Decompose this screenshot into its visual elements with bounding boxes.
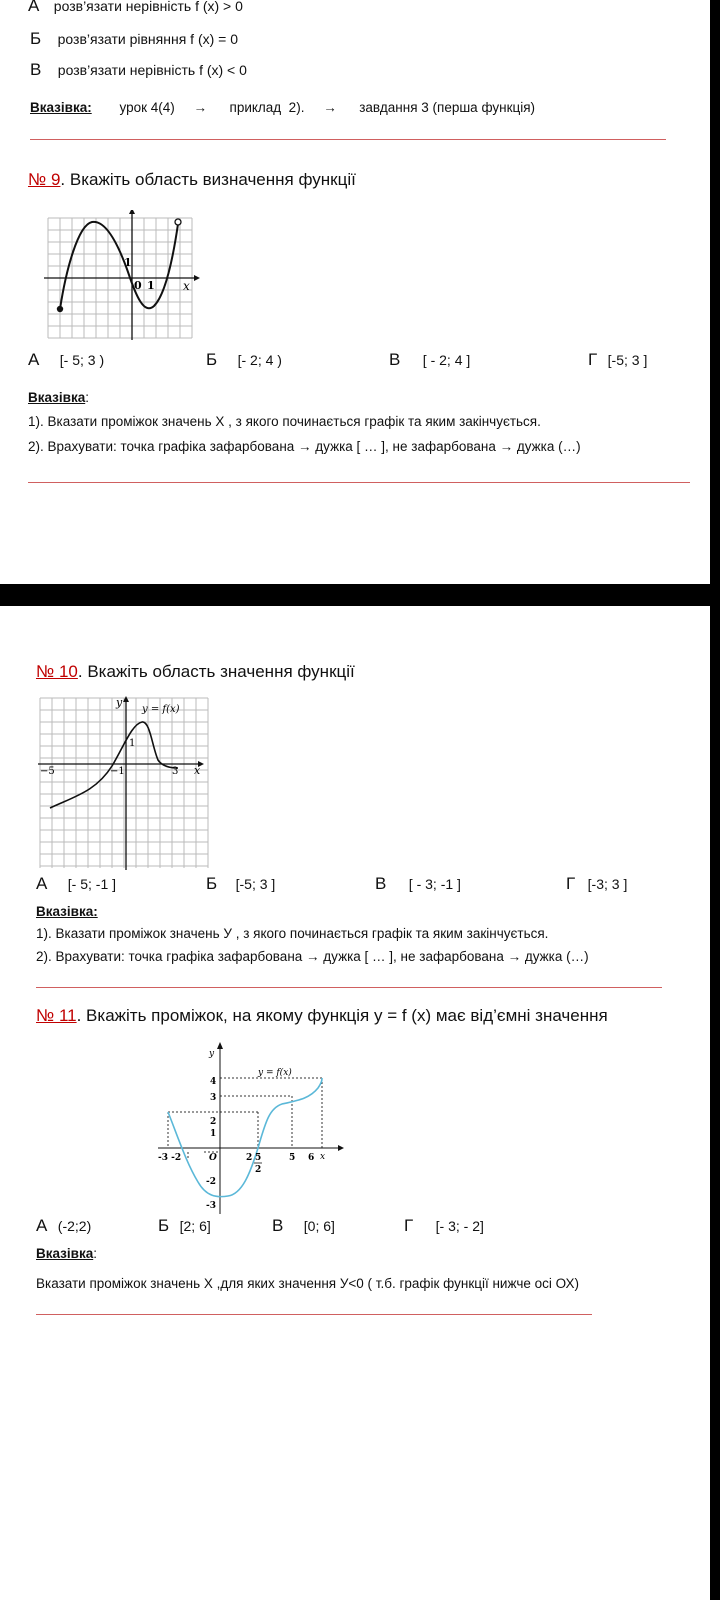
task-title: . Вкажіть проміжок, на якому функція y = f (x) має від’ємні значення bbox=[76, 1006, 608, 1025]
option-value: [2; 6] bbox=[179, 1218, 211, 1234]
hint-colon: : bbox=[93, 1246, 97, 1261]
label-y1: 1 bbox=[210, 1129, 217, 1139]
task10-function-graph bbox=[36, 696, 212, 872]
task8-answer-b bbox=[30, 29, 238, 49]
task10-option-a[interactable] bbox=[36, 874, 116, 894]
option-letter: Б bbox=[206, 874, 218, 893]
divider bbox=[36, 1314, 592, 1315]
task-number: № 11 bbox=[36, 1006, 77, 1025]
hint-text: урок 4(4) → приклад 2). → завдання 3 (перша функція) bbox=[119, 100, 536, 115]
option-value: [ - 2; 4 ] bbox=[422, 352, 471, 368]
option-value: [- 2; 4 ) bbox=[237, 352, 282, 368]
task8-answer-c bbox=[30, 60, 247, 80]
task11-option-a[interactable] bbox=[36, 1216, 91, 1236]
label-x: x bbox=[183, 279, 190, 293]
option-letter: А bbox=[36, 1216, 48, 1235]
answer-letter: В bbox=[30, 60, 42, 79]
task-number: № 10 bbox=[36, 662, 78, 681]
task10-option-c[interactable] bbox=[375, 874, 461, 894]
task10-heading bbox=[36, 662, 355, 682]
label-y: y bbox=[209, 1049, 215, 1059]
label-x: x bbox=[194, 764, 201, 777]
label-y2: 2 bbox=[210, 1117, 217, 1127]
hint-label: Вказівка bbox=[28, 390, 86, 405]
label-x: x bbox=[320, 1152, 326, 1162]
task11-option-d[interactable] bbox=[404, 1216, 484, 1236]
task11-option-b[interactable] bbox=[158, 1216, 211, 1236]
option-letter: В bbox=[389, 350, 401, 369]
task11-function-graph bbox=[150, 1042, 350, 1218]
label-y: y bbox=[116, 696, 123, 709]
task-title: . Вкажіть область значення функції bbox=[77, 662, 355, 681]
function-curve bbox=[50, 722, 178, 808]
divider bbox=[28, 482, 690, 483]
task11-heading bbox=[36, 1006, 608, 1026]
answer-letter: А bbox=[28, 0, 40, 15]
label-y-minus2: -2 bbox=[206, 1177, 216, 1187]
label-one: 1 bbox=[129, 738, 136, 749]
document-page-2 bbox=[0, 606, 710, 1600]
label-x-one: 1 bbox=[147, 279, 155, 292]
label-x2: 2 bbox=[246, 1153, 253, 1163]
task8-hint bbox=[30, 100, 535, 115]
task10-option-d[interactable] bbox=[566, 874, 627, 894]
label-y-minus3: -3 bbox=[206, 1201, 216, 1211]
task9-heading bbox=[28, 170, 356, 190]
task11-hint-text: Вказати проміжок значень Х ,для яких значення У<0 ( т.б. графік функції нижче осі ОХ) bbox=[36, 1276, 580, 1291]
option-letter: Г bbox=[404, 1216, 414, 1235]
option-letter: Г bbox=[566, 874, 576, 893]
label-x5-denominator: 2 bbox=[255, 1165, 262, 1175]
task9-hint-line-2: 2). Врахувати: точка графіка зафарбована → дужка [ … ], не зафарбована → дужка (…) bbox=[28, 439, 581, 454]
label-y-one: 1 bbox=[124, 256, 132, 269]
option-letter: Б bbox=[206, 350, 218, 369]
task9-hint-label bbox=[28, 390, 89, 405]
start-point-filled bbox=[57, 306, 63, 312]
option-value: [-3; 3 ] bbox=[587, 876, 628, 892]
option-letter: Б bbox=[158, 1216, 170, 1235]
hint-colon: : bbox=[85, 390, 89, 405]
task9-option-c[interactable] bbox=[389, 350, 470, 370]
end-point-open bbox=[175, 219, 181, 225]
answer-text: розв’язати нерівність f (x) < 0 bbox=[57, 62, 247, 78]
task9-hint-line-1: 1). Вказати проміжок значень Х , з якого починається графік та яким закінчується. bbox=[28, 414, 541, 429]
task-title: . Вкажіть область визначення функції bbox=[60, 170, 356, 189]
option-letter: А bbox=[28, 350, 40, 369]
label-fx: y = f(x) bbox=[142, 704, 180, 715]
label-x-minus3-minus2: -3 -2 bbox=[158, 1153, 182, 1163]
label-y4: 4 bbox=[210, 1077, 217, 1087]
label-minus1: −1 bbox=[110, 766, 125, 777]
divider bbox=[30, 139, 666, 140]
label-y3: 3 bbox=[210, 1093, 217, 1103]
option-value: [- 3; - 2] bbox=[435, 1218, 484, 1234]
divider bbox=[36, 987, 662, 988]
task9-function-graph bbox=[44, 210, 204, 340]
option-value: [-5; 3 ] bbox=[607, 352, 648, 368]
answer-text: розв’язати нерівність f (x) > 0 bbox=[53, 0, 243, 14]
task11-option-c[interactable] bbox=[272, 1216, 335, 1236]
option-letter: Г bbox=[588, 350, 598, 369]
answer-letter: Б bbox=[30, 29, 42, 48]
answer-text: розв’язати рівняння f (x) = 0 bbox=[57, 31, 239, 47]
option-value: [- 5; -1 ] bbox=[67, 876, 117, 892]
task9-option-a[interactable] bbox=[28, 350, 104, 370]
option-value: [0; 6] bbox=[303, 1218, 335, 1234]
label-x5-numerator: 5 bbox=[255, 1153, 262, 1163]
task11-hint-label bbox=[36, 1246, 97, 1261]
option-letter: В bbox=[375, 874, 387, 893]
option-value: (-2;2) bbox=[57, 1218, 92, 1234]
label-origin: O bbox=[209, 1153, 217, 1163]
option-value: [-5; 3 ] bbox=[235, 876, 276, 892]
task-number: № 9 bbox=[28, 170, 61, 189]
option-value: [- 5; 3 ) bbox=[59, 352, 105, 368]
task9-option-d[interactable] bbox=[588, 350, 647, 370]
label-minus5: −5 bbox=[40, 766, 55, 777]
label-fx: y = f(x) bbox=[258, 1068, 292, 1078]
task8-answer-a bbox=[28, 0, 243, 16]
label-three: 3 bbox=[172, 766, 179, 777]
hint-label: Вказівка bbox=[36, 1246, 94, 1261]
option-value: [ - 3; -1 ] bbox=[408, 876, 461, 892]
function-curve bbox=[60, 222, 178, 309]
task10-hint-line-1: 1). Вказати проміжок значень У , з якого починається графік та яким закінчується. bbox=[36, 926, 549, 941]
hint-label: Вказівка: bbox=[30, 100, 92, 115]
task10-option-b[interactable] bbox=[206, 874, 275, 894]
document-page-1 bbox=[0, 0, 710, 584]
label-x5: 5 bbox=[289, 1153, 296, 1163]
label-origin: 0 bbox=[134, 279, 142, 292]
option-letter: А bbox=[36, 874, 48, 893]
task10-hint-line-2: 2). Врахувати: точка графіка зафарбована → дужка [ … ], не зафарбована → дужка (…) bbox=[36, 949, 589, 964]
task9-option-b[interactable] bbox=[206, 350, 282, 370]
option-letter: В bbox=[272, 1216, 284, 1235]
label-x6: 6 bbox=[308, 1153, 315, 1163]
task10-hint-label: Вказівка: bbox=[36, 904, 98, 919]
